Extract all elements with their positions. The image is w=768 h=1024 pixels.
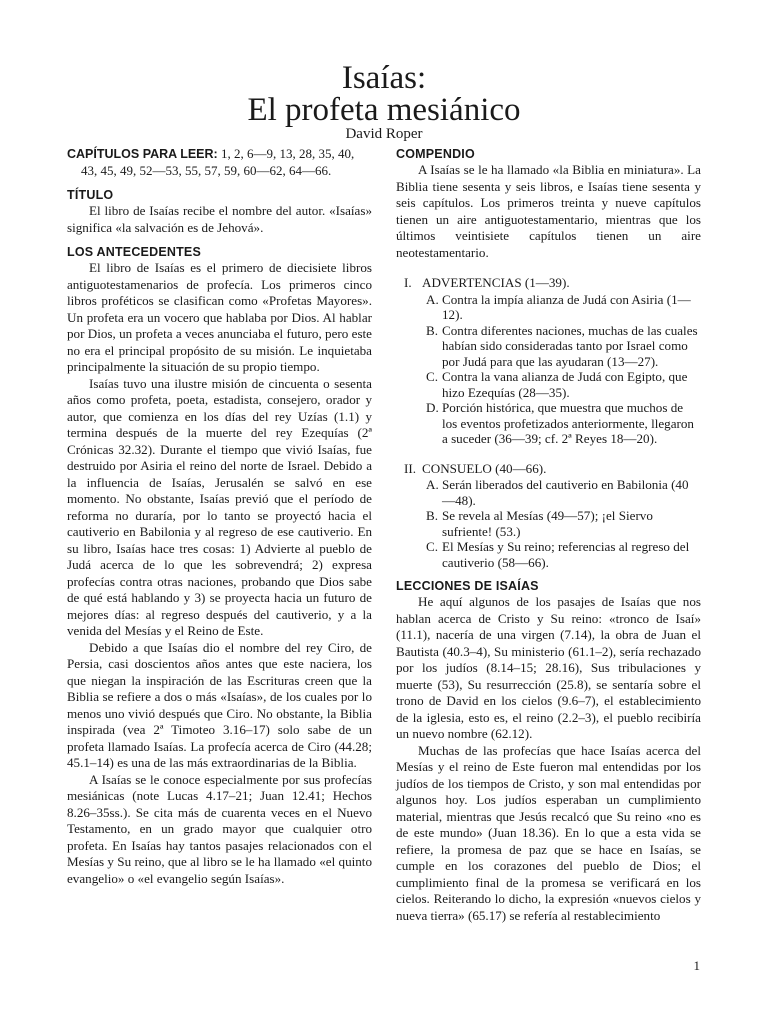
paragraph: El libro de Isaías es el primero de diecisiete libros antiguotestamenarios de profecía. Los primeros cinco libros proféticos se clasifican como «Profetas Mayores». Un profeta era un vocero que hablaba por Dios. Al hablar por Dios, un profeta a veces anunciaba el futuro, pero este no era el principal propósito de su misión. Le inquietaba principalmente la situación de su propio tiempo. — [67, 260, 372, 374]
outline-item-letter: C. — [426, 539, 439, 554]
outline-item-text: Contra diferentes naciones, muchas de las cuales habían sido consideradas tanto por Israel como por Judá para que las ayudaran (13—27). — [442, 322, 698, 369]
section-heading-antecedentes: LOS ANTECEDENTES — [67, 245, 201, 259]
outline-item-text: Serán liberados del cautiverio en Babilonia (40—48). — [442, 477, 689, 508]
outline-item — [396, 539, 701, 570]
outline-item — [396, 369, 701, 400]
outline-item-letter: D. — [426, 400, 439, 415]
outline-item-text: Se revela al Mesías (49—57); ¡el Siervo sufriente! (53.) — [442, 508, 653, 539]
author: David Roper — [345, 126, 423, 142]
section-heading-lecciones: LECCIONES DE ISAÍAS — [396, 579, 539, 593]
outline-item-letter: A. — [426, 477, 439, 492]
outline-label: CONSUELO (40—66). — [422, 460, 547, 476]
section-heading-titulo: TÍTULO — [67, 188, 114, 202]
chapters-label: CAPÍTULOS PARA LEER: — [67, 147, 218, 161]
outline-item — [396, 400, 701, 447]
outline-item-text: Contra la impía alianza de Judá con Asiria (1—12). — [442, 291, 691, 322]
outline-section — [396, 275, 701, 292]
outline-item-text: El Mesías y Su reino; referencias al regreso del cautiverio (58—66). — [442, 539, 690, 570]
paragraph: A Isaías se le ha llamado «la Biblia en miniatura». La Biblia tiene sesenta y seis libros, e Isaías tiene sesenta y seis capítulos. Los primeros treinta y nueve capítulos tienen un aire antiguotestamentario, mientras que los últimos veintisiete capítulos tienen un aire neotestamentario. — [396, 162, 701, 260]
outline-item — [396, 477, 701, 508]
section-heading-compendio: COMPENDIO — [396, 147, 475, 161]
left-column — [67, 146, 372, 887]
title-line-1: Isaías: — [341, 60, 427, 96]
chapters-list: 1, 2, 6—9, 13, 28, 35, 40, 43, 45, 49, 52—53, 55, 57, 59, 60—62, 64—66. — [81, 146, 355, 178]
outline-item-letter: A. — [426, 291, 439, 307]
page-number: 1 — [693, 958, 700, 973]
outline-item-text: Porción histórica, que muestra que muchos de los eventos profetizados anteriormente, llegaron a suceder (36—39; cf. 2ª Reyes 18—20). — [442, 400, 694, 446]
paragraph: Debido a que Isaías dio el nombre del rey Ciro, de Persia, casi doscientos años antes que este naciera, los que niegan la inspiración de las Escrituras creen que la Biblia se refiere a dos o más «Isaías», de los cuales por lo menos uno vivió después que Ciro. No obstante, la Biblia inspirada (vea 2ª Timoteo 3.16–17) solo sabe de un profeta llamado Isaías. La profecía acerca de Ciro (44.28; 45.1–14) es una de las más extraordinarias de la Biblia. — [67, 639, 372, 770]
paragraph: He aquí algunos de los pasajes de Isaías que nos hablan acerca de Cristo y Su reino: «tronco de Isaí» (11.1), nacería de una virgen (7.14), la obra de Juan el Bautista (40.3–4), Su ministerio (61.1–2), sería rechazado por los judíos (8.14–15; 28.16), Sus tribulaciones y muerte (53), Su resurrección (25.8), se sentaría sobre el trono de David en los cielos (9.6–7), el establecimiento de la iglesia, esto es, el reino (2.2–3), el pueblo recibiría un nuevo nombre (62.12). — [396, 594, 701, 741]
paragraph: Muchas de las profecías que hace Isaías acerca del Mesías y el reino de Este fueron mal entendidas por los judíos de los tiempos de Cristo, y son mal entendidas por algunos hoy. Los judíos esperaban un cumplimiento material, mientras que Jesús recalcó que Su reino «no es de este mundo» (Juan 18.36). En lo que a esta vida se refiere, la promesa de paz que se hace en Isaías, se cumple en los corazones del pueblo de Dios; el cumplimiento final de la promesa se verificará en los cielos. Reiterando lo dicho, la expresión «nuevos cielos y nueva tierra» (65.17) se refería al restablecimiento — [396, 742, 701, 923]
paragraph: Isaías tuvo una ilustre misión de cincuenta o sesenta años como profeta, poeta, estadista, consejero, orador y autor, que comienza en los días del rey Uzías (1.1) y termina después de la muerte del rey Ezequías (2ª Crónicas 32.32). Durante el tiempo que vivió Isaías, fue destruido por Asiria el reino del norte de Israel. Debido a la influencia de Isaías, Jerusalén se salvó en ese momento. No obstante, Isaías previó que el período de reforma no duraría, por lo tanto se proyectó hacia el cautiverio en Babilonia y al regreso de ese cautiverio. En su libro, Isaías hace tres cosas: 1) Advierte al pueblo de Judá acerca de lo que les sobrevendrá; 2) expresa profecías contra otras naciones, probando que Dios sabe de qué está hablando y 3) se proyecta hacia un futuro de mejores días: al regreso después del cautiverio, y a la venida del Mesías y el Reino de Este. — [67, 375, 372, 638]
outline-label: ADVERTENCIAS (1—39). — [422, 275, 570, 290]
outline-item — [396, 508, 701, 539]
chapters-to-read — [67, 146, 372, 179]
outline-item-letter: B. — [426, 322, 439, 338]
outline-number: I. — [404, 275, 412, 290]
outline-section — [396, 461, 701, 478]
outline-item-letter: B. — [426, 508, 439, 523]
outline-item-text: Contra la vana alianza de Judá con Egipto, que hizo Ezequías (28—35). — [442, 369, 688, 400]
title-line-2: El profeta mesiánico — [247, 92, 521, 128]
outline-item — [396, 292, 701, 323]
paragraph: El libro de Isaías recibe el nombre del autor. «Isaías» significa «la salvación es de Jehová». — [67, 203, 372, 235]
outline-number: II. — [404, 460, 416, 476]
right-column — [396, 146, 701, 924]
outline-item-letter: C. — [426, 369, 439, 384]
outline — [396, 275, 701, 570]
paragraph: A Isaías se le conoce especialmente por sus profecías mesiánicas (note Lucas 4.17–21; Juan 12.41; Hechos 8.26–35ss.). Se cita más de cuarenta veces en el Nuevo Testamento, en un grado mayor que cualquier otro profeta. En Isaías hay tantos pasajes relacionados con el Mesías y Su reino, que al libro se le ha llamado «el quinto evangelio» o «el evangelio según Isaías». — [67, 771, 372, 886]
outline-item — [396, 323, 701, 370]
